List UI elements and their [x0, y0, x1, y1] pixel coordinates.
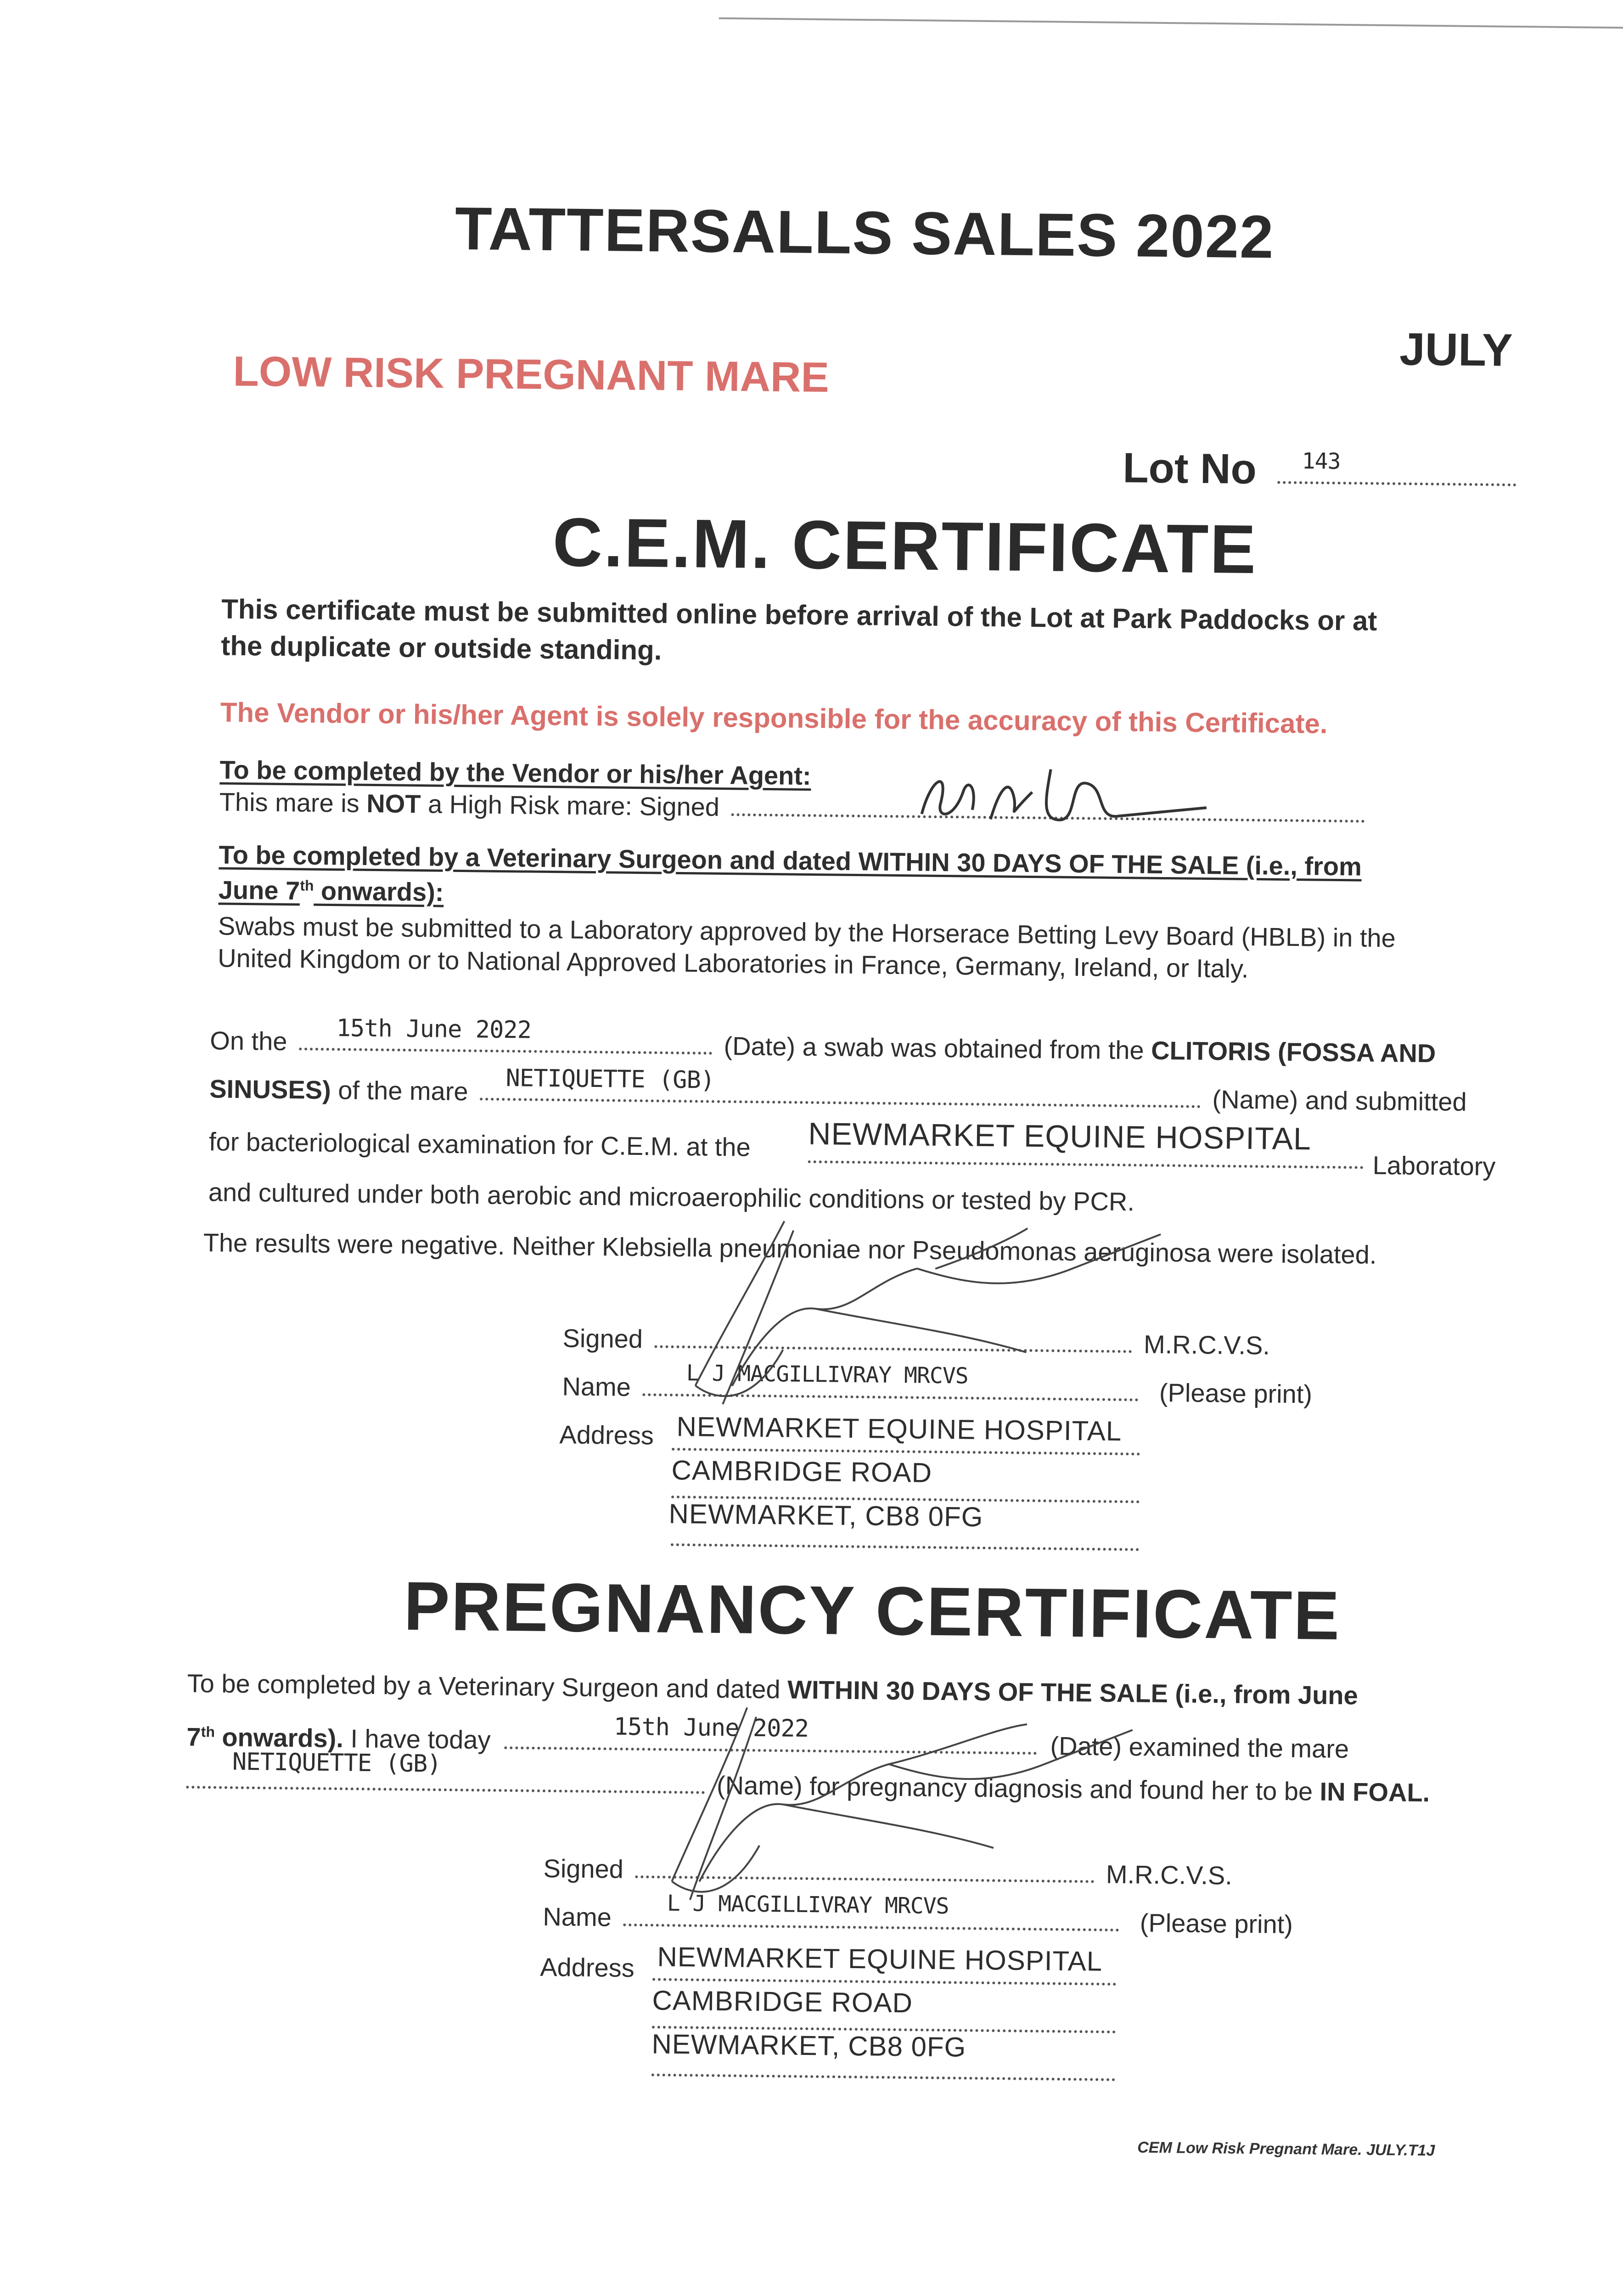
submission-notice-line-1: This certificate must be submitted online before arrival of the Lot at Park Paddocks or at: [221, 593, 1377, 636]
vendor-heading: To be completed by the Vendor or his/her Agent:: [219, 755, 811, 790]
swab-date-line: [299, 1047, 712, 1054]
pregnancy-address-line-2: CAMBRIDGE ROAD: [652, 1985, 913, 2019]
cem-address-dots: [671, 1447, 1140, 1551]
cem-address-line-2: CAMBRIDGE ROAD: [671, 1454, 932, 1488]
swab-date-row: On the (Date) a swab was obtained from the CLITORIS (FOSSA AND: [210, 1026, 1436, 1068]
pregnancy-line-1: To be completed by a Veterinary Surgeon and dated WITHIN 30 DAYS OF THE SALE (i.e., from June: [187, 1668, 1359, 1710]
cem-address-line-3: NEWMARKET, CB8 0FG: [668, 1498, 983, 1532]
pregnancy-vet-signature: [648, 1697, 1247, 1942]
responsibility-notice: The Vendor or his/her Agent is solely responsible for the accuracy of this Certificate.: [220, 697, 1328, 739]
pregnancy-line-2: 7th onwards). I have today (Date) examined the mare: [186, 1722, 1349, 1763]
pregnancy-address-dots: [651, 1977, 1116, 2081]
pregnancy-name-row: Name (Please print): [543, 1902, 1293, 1939]
vendor-signature: [912, 749, 1235, 844]
culture-statement: and cultured under both aerobic and microaerophilic conditions or tested by PCR.: [208, 1177, 1135, 1216]
swab-instructions: Swabs must be submitted to a Laboratory approved by the Horserace Betting Levy Board (HBLB) in the United Kingdom or to National Approved Laboratories in France, Germany, Ireland, or Italy.: [217, 911, 1396, 983]
mare-name-row: SINUSES) of the mare (Name) and submitted: [209, 1074, 1467, 1116]
cem-address-label: Address: [559, 1420, 654, 1450]
mare-name-value: NETIQUETTE (GB): [505, 1064, 715, 1094]
swab-date-value: 15th June 2022: [336, 1014, 532, 1044]
pregnancy-address-line-3: NEWMARKET, CB8 0FG: [651, 2028, 966, 2063]
cem-vet-name-value: L J MACGILLIVRAY MRCVS: [686, 1360, 968, 1389]
pregnancy-address-label: Address: [539, 1952, 635, 1983]
pregnancy-signed-row: Signed M.R.C.V.S.: [543, 1853, 1233, 1890]
vendor-statement: This mare is NOT a High Risk mare: Signed: [219, 786, 1365, 830]
cem-address-line-1: NEWMARKET EQUINE HOSPITAL: [676, 1411, 1122, 1447]
pregnancy-mare-name-value: NETIQUETTE (GB): [232, 1748, 441, 1778]
scan-edge-line: [719, 17, 1623, 29]
category-label: LOW RISK PREGNANT MARE: [233, 348, 830, 401]
lot-label: Lot No: [1123, 445, 1257, 493]
exam-date-value: 15th June 2022: [613, 1713, 809, 1743]
pregnancy-address-line-1: NEWMARKET EQUINE HOSPITAL: [657, 1941, 1103, 1977]
cem-vet-signature: [676, 1211, 1275, 1456]
lot-number-value: 143: [1302, 448, 1341, 474]
results-statement: The results were negative. Neither Klebsiella pneumoniae nor Pseudomonas aeruginosa were isolated.: [203, 1228, 1377, 1269]
sale-month: JULY: [1399, 323, 1513, 376]
cem-title: C.E.M. CERTIFICATE: [552, 503, 1258, 588]
pregnancy-vet-name-value: L J MACGILLIVRAY MRCVS: [667, 1890, 949, 1919]
form-code: CEM Low Risk Pregnant Mare. JULY.T1J: [1137, 2138, 1435, 2160]
cem-name-row: Name (Please print): [562, 1372, 1313, 1409]
pregnancy-mare-line: [186, 1785, 705, 1794]
laboratory-word: Laboratory: [1372, 1150, 1496, 1181]
not-emphasis: NOT: [366, 788, 421, 819]
sales-title: TATTERSALLS SALES 2022: [455, 194, 1275, 271]
laboratory-row: for bacteriological examination for C.E.M. at the: [208, 1127, 751, 1162]
pregnancy-title: PREGNANCY CERTIFICATE: [403, 1567, 1342, 1654]
cem-signed-row: Signed M.R.C.V.S.: [562, 1323, 1270, 1360]
submission-notice-line-2: the duplicate or outside standing.: [221, 630, 662, 666]
lot-number-line: [1277, 481, 1516, 486]
laboratory-name-value: NEWMARKET EQUINE HOSPITAL: [808, 1116, 1312, 1157]
pregnancy-line-3: (Name) for pregnancy diagnosis and found her to be IN FOAL.: [186, 1761, 1430, 1811]
laboratory-line: [808, 1157, 1364, 1171]
submission-notice: [221, 591, 1377, 676]
vet-section-heading: To be completed by a Veterinary Surgeon and dated WITHIN 30 DAYS OF THE SALE (i.e., from June 7th onwards):: [218, 840, 1362, 907]
mare-name-line: [480, 1097, 1201, 1108]
